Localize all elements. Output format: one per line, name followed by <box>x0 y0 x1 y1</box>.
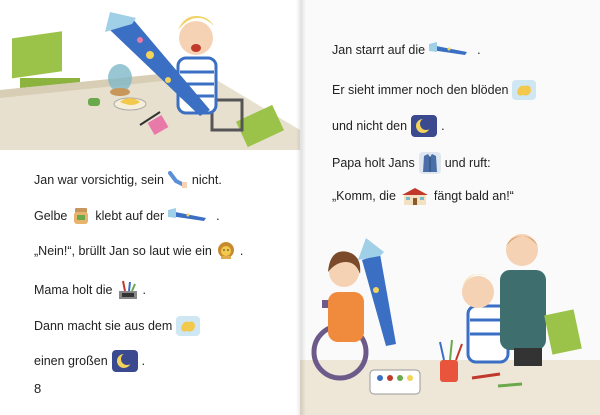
text-segment: Papa holt Jans <box>332 155 415 170</box>
text-segment: . <box>441 118 445 133</box>
text-segment: fängt bald an!“ <box>433 188 514 203</box>
illustration-boy-with-cone <box>0 0 300 150</box>
school-cone-icon <box>429 42 473 58</box>
text-segment: und ruft: <box>444 155 491 170</box>
school-cone-icon <box>168 208 212 224</box>
jacket-icon <box>419 152 441 174</box>
book-gutter <box>296 0 306 415</box>
text-segment: Jan war vorsichtig, sein <box>34 172 164 187</box>
text-line-4 <box>34 279 146 301</box>
right-page <box>300 0 600 415</box>
text-line-5 <box>332 186 514 206</box>
text-line-3 <box>34 241 243 261</box>
glue-blob-icon <box>512 80 536 100</box>
text-line-6 <box>34 350 145 372</box>
text-segment: Gelbe <box>34 208 68 223</box>
text-segment: Jan starrt auf die <box>332 42 426 57</box>
glue-blob-icon <box>176 316 200 336</box>
moon-icon <box>411 115 437 137</box>
text-segment: und nicht den <box>332 118 408 133</box>
text-segment: nicht. <box>191 172 222 187</box>
glue-jar-icon <box>71 206 91 226</box>
text-segment: . <box>477 42 481 57</box>
text-line-3 <box>332 115 445 137</box>
page-number: 8 <box>34 381 42 396</box>
arm-icon <box>168 171 188 189</box>
text-line-1 <box>34 171 222 189</box>
text-line-5 <box>34 316 200 336</box>
text-segment: Mama holt die <box>34 282 113 297</box>
text-segment: „Komm, die <box>332 188 396 203</box>
text-line-2 <box>34 206 220 226</box>
text-segment: . <box>239 243 244 258</box>
text-segment: einen großen <box>34 353 108 368</box>
text-segment: „Nein!“, brüllt Jan so laut wie ein <box>34 243 212 258</box>
text-line-2 <box>332 80 536 100</box>
text-segment: . <box>142 282 146 297</box>
lion-icon <box>216 241 236 261</box>
text-segment: . <box>141 353 146 368</box>
text-line-1 <box>332 42 481 58</box>
text-line-4 <box>332 152 491 174</box>
craft-supplies-icon <box>117 279 139 301</box>
moon-icon <box>112 350 138 372</box>
text-segment: Er sieht immer noch den blöden <box>332 82 509 97</box>
school-house-icon <box>400 186 430 206</box>
text-segment: . <box>216 208 220 223</box>
text-segment: klebt auf der <box>95 208 165 223</box>
illustration-family <box>300 220 600 415</box>
text-segment: Dann macht sie aus dem <box>34 318 173 333</box>
